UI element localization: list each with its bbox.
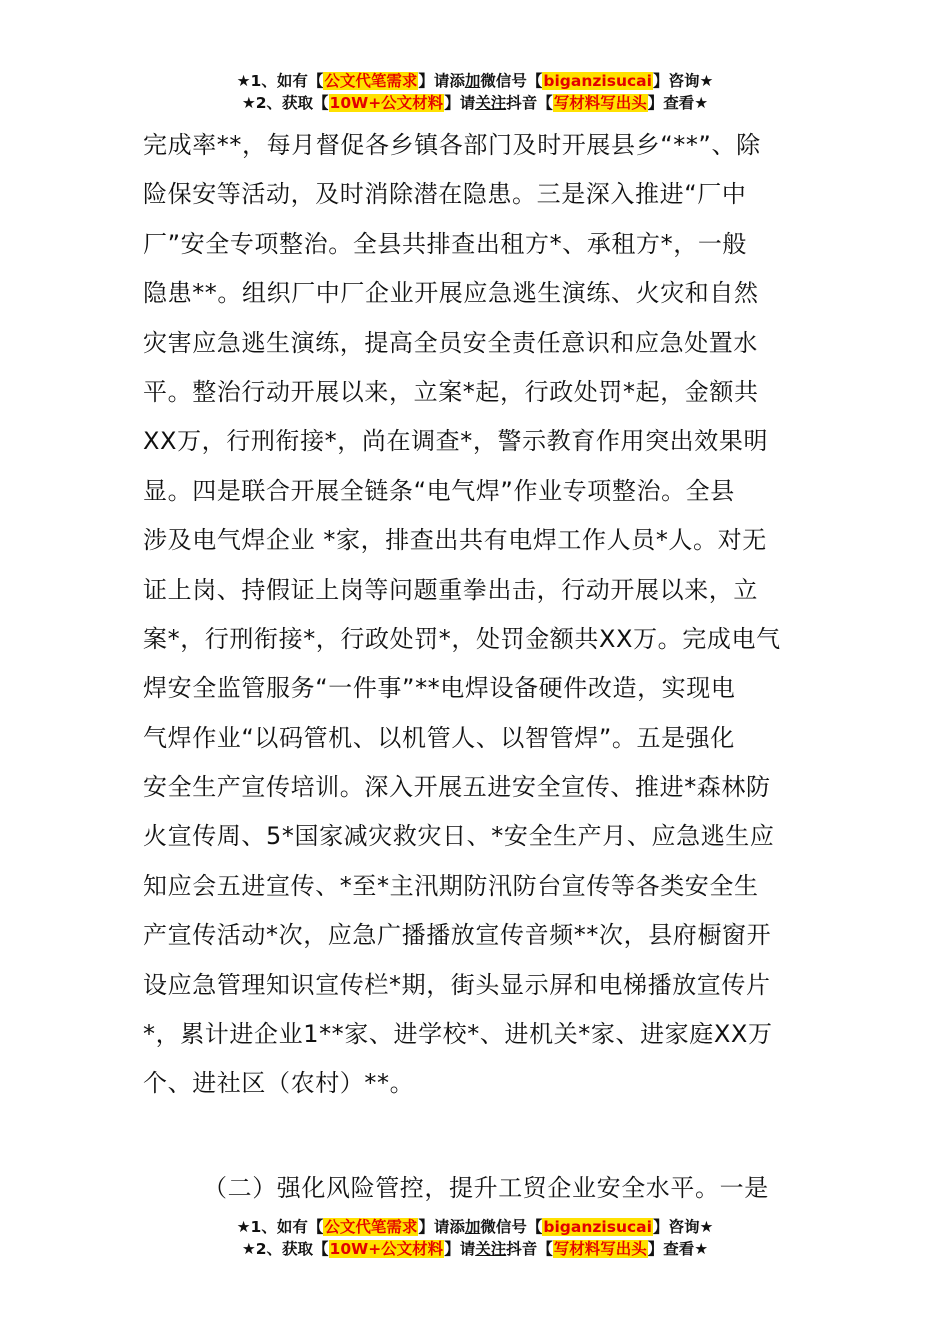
text-line: XX万，行刑衔接*，尚在调查*，警示教育作用突出效果明: [143, 427, 769, 456]
text-line: 知应会五进宣传、*至*主汛期防汛防台宣传等各类安全生: [143, 871, 759, 900]
highlight-materials: 10W+公文材料: [329, 1240, 444, 1258]
text-line: 证上岗、持假证上岗等问题重拳出击，行动开展以来，立: [143, 575, 758, 604]
banner-line-1: ★1、如有【公文代笔需求】请添加微信号【biganzisucai】咨询★: [236, 1218, 714, 1236]
text-line: 气焊作业“以码管机、以机管人、以智管焊”。五是强化: [143, 723, 735, 752]
banner-line-1: ★1、如有【公文代笔需求】请添加微信号【biganzisucai】咨询★: [236, 72, 714, 90]
text-line: 厂”安全专项整治。全县共排查出租方*、承租方*，一般: [143, 229, 748, 258]
footer-banner: [0, 1216, 950, 1260]
text-line: 险保安等活动，及时消除潜在隐患。三是深入推进“厂中: [143, 180, 747, 209]
text-line: 个、进社区（农村）**。: [143, 1069, 415, 1098]
highlight-douyin: 写材料写出头: [553, 1240, 647, 1258]
text-line: 火宣传周、5*国家减灾救灾日、*安全生产月、应急逃生应: [143, 822, 775, 851]
text-line: 焊安全监管服务“一件事”**电焊设备硬件改造，实现电: [143, 674, 736, 703]
body-paragraph: [143, 121, 813, 1109]
highlight-douyin: 写材料写出头: [553, 94, 647, 112]
highlight-materials: 10W+公文材料: [329, 94, 444, 112]
text-line: 灾害应急逃生演练，提高全员安全责任意识和应急处置水: [143, 328, 758, 357]
text-line: 安全生产宣传培训。深入开展五进安全宣传、推进*森林防: [143, 773, 771, 802]
text-line: 设应急管理知识宣传栏*期，街头显示屏和电梯播放宣传片: [143, 970, 771, 999]
text-line: 隐患**。组织厂中厂企业开展应急逃生演练、火灾和自然: [143, 279, 759, 308]
header-banner: [0, 70, 950, 114]
highlight-wechat-id: biganzisucai: [543, 1218, 652, 1236]
banner-line-2: ★2、获取【10W+公文材料】请关注抖音【写材料写出头】查看★: [241, 1240, 709, 1258]
text-line: 完成率**，每月督促各乡镇各部门及时开展县乡“**”、除: [143, 131, 761, 159]
banner-line-2: ★2、获取【10W+公文材料】请关注抖音【写材料写出头】查看★: [241, 94, 709, 112]
text-line: 涉及电气焊企业 *家，排查出共有电焊工作人员*人。对无: [143, 526, 767, 555]
highlight-writing-service: 公文代笔需求: [324, 1218, 418, 1236]
text-line: 平。整治行动开展以来，立案*起，行政处罚*起，金额共: [143, 377, 759, 406]
highlight-wechat-id: biganzisucai: [543, 72, 652, 90]
highlight-writing-service: 公文代笔需求: [324, 72, 418, 90]
text-line: 产宣传活动*次，应急广播播放宣传音频**次，县府橱窗开: [143, 921, 772, 950]
text-line: *，累计进企业1**家、进学校*、进机关*家、进家庭XX万: [143, 1020, 773, 1049]
section-2-heading: （二）强化风险管控，提升工贸企业安全水平。一是: [203, 1174, 769, 1202]
text-line: 案*，行刑衔接*，行政处罚*，处罚金额共XX万。完成电气: [143, 624, 781, 653]
text-line: 显。四是联合开展全链条“电气焊”作业专项整治。全县: [143, 476, 735, 505]
